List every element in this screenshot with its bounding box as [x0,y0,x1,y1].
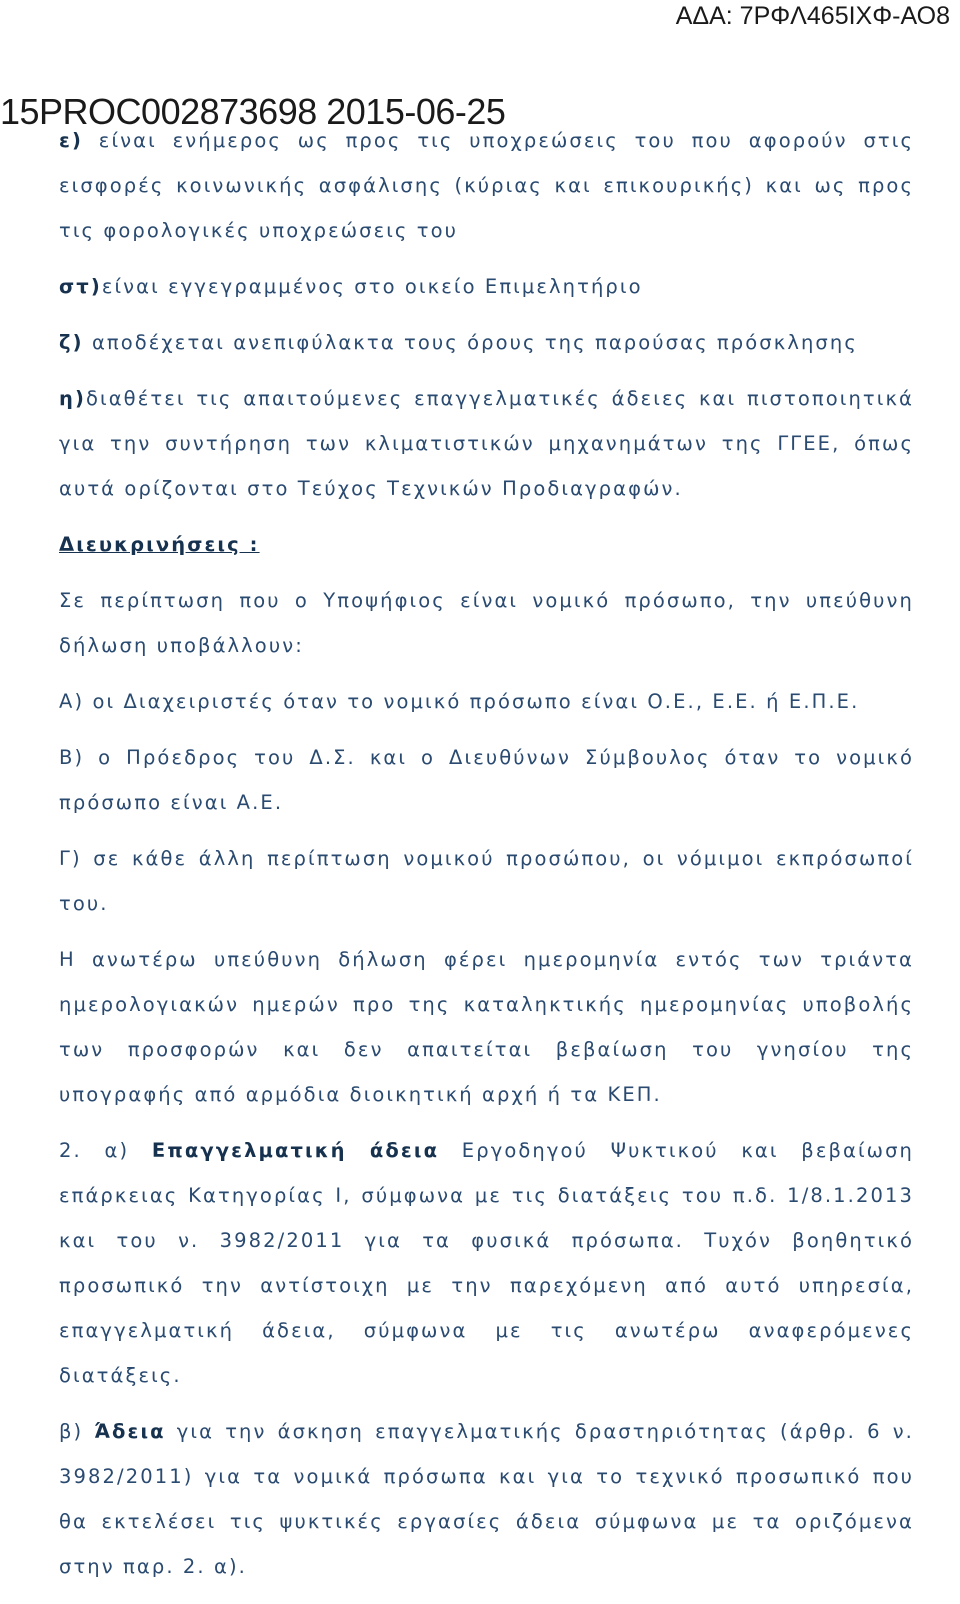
clarifications-heading-text: Διευκρινήσεις : [59,533,260,556]
item-e-label: ε) [59,129,83,152]
item-z [59,320,914,365]
clarification-b: Β) ο Πρόεδρος του Δ.Σ. και ο Διευθύνων Σύμβουλος όταν το νομικό πρόσωπο είναι Α.Ε. [59,746,914,814]
item-e [59,118,914,253]
section-2a-text: Εργοδηγού Ψυκτικού και βεβαίωση επάρκειας Κατηγορίας Ι, σύμφωνα με τις διατάξεις του π.δ. 1/8.1.2013 και του ν. 3982/2011 για τα φυσικά πρόσωπα. Τυχόν βοηθητικό προσωπικό την αντίστοιχη με την παρεχόμενη από αυτό υπηρεσία, επαγγελματική άδεια, σύμφωνα με τις ανωτέρω αναφερόμενες διατάξεις. [59,1139,915,1387]
proc-code-stamp: 15PROC002873698 2015-06-25 [0,91,506,132]
clarifications-heading [59,522,914,567]
item-h-text: διαθέτει τις απαιτούμενες επαγγελματικές άδειες και πιστοποιητικά για την συντήρηση των κλιματιστικών μηχανημάτων της ΓΓΕΕ, όπως αυτά ορίζονται στο Τεύχος Τεχνικών Προδιαγραφών. [59,387,914,500]
item-st-text: είναι εγγεγραμμένος στο οικείο Επιμελητήριο [101,275,643,298]
item-z-label: ζ) [59,331,84,354]
item-st-label: στ) [59,275,102,298]
section-2a [59,1128,914,1398]
section-2a-bold: Επαγγελματική άδεια [151,1139,440,1162]
item-e-text: είναι ενήμερος ως προς τις υποχρεώσεις του που αφορούν στις εισφορές κοινωνικής ασφάλισης (κύριας και επικουρικής) και ως προς τις φορολογικές υποχρεώσεις του [59,129,914,242]
clarification-c: Γ) σε κάθε άλλη περίπτωση νομικού προσώπου, οι νόμιμοι εκπρόσωποί του. [59,847,914,915]
section-2b-prefix: β) [59,1420,95,1443]
document-body [59,118,914,1589]
clarification-a: Α) οι Διαχειριστές όταν το νομικό πρόσωπο είναι Ο.Ε., Ε.Ε. ή Ε.Π.Ε. [59,690,860,713]
item-z-text: αποδέχεται ανεπιφύλακτα τους όρους της παρούσας πρόσκλησης [83,331,858,354]
item-h-label: η) [59,387,86,410]
item-h [59,376,914,511]
section-2a-prefix: 2. α) [59,1139,152,1162]
section-2b [59,1409,914,1589]
ada-code: ΑΔΑ: 7ΡΦΛ465ΙΧΦ-ΑΟ8 [675,2,950,30]
item-st [59,264,914,309]
section-2b-text: για την άσκηση επαγγελματικής δραστηριότητας (άρθρ. 6 ν. 3982/2011) για τα νομικά πρόσωπα και για το τεχνικό προσωπικό που θα εκτελέσει τις ψυκτικές εργασίες άδεια σύμφωνα με τα οριζόμενα στην παρ. 2. α). [59,1420,914,1578]
clarifications-intro: Σε περίπτωση που ο Υποψήφιος είναι νομικό πρόσωπο, την υπεύθυνη δήλωση υποβάλλουν: [59,589,914,657]
section-2b-bold: Άδεια [94,1420,166,1443]
clarification-note: Η ανωτέρω υπεύθυνη δήλωση φέρει ημερομηνία εντός των τριάντα ημερολογιακών ημερών προ της καταληκτικής ημερομηνίας υποβολής των προσφορών και δεν απαιτείται βεβαίωση του γνησίου της υπογραφής από αρμόδια διοικητική αρχή ή τα ΚΕΠ. [59,948,914,1106]
